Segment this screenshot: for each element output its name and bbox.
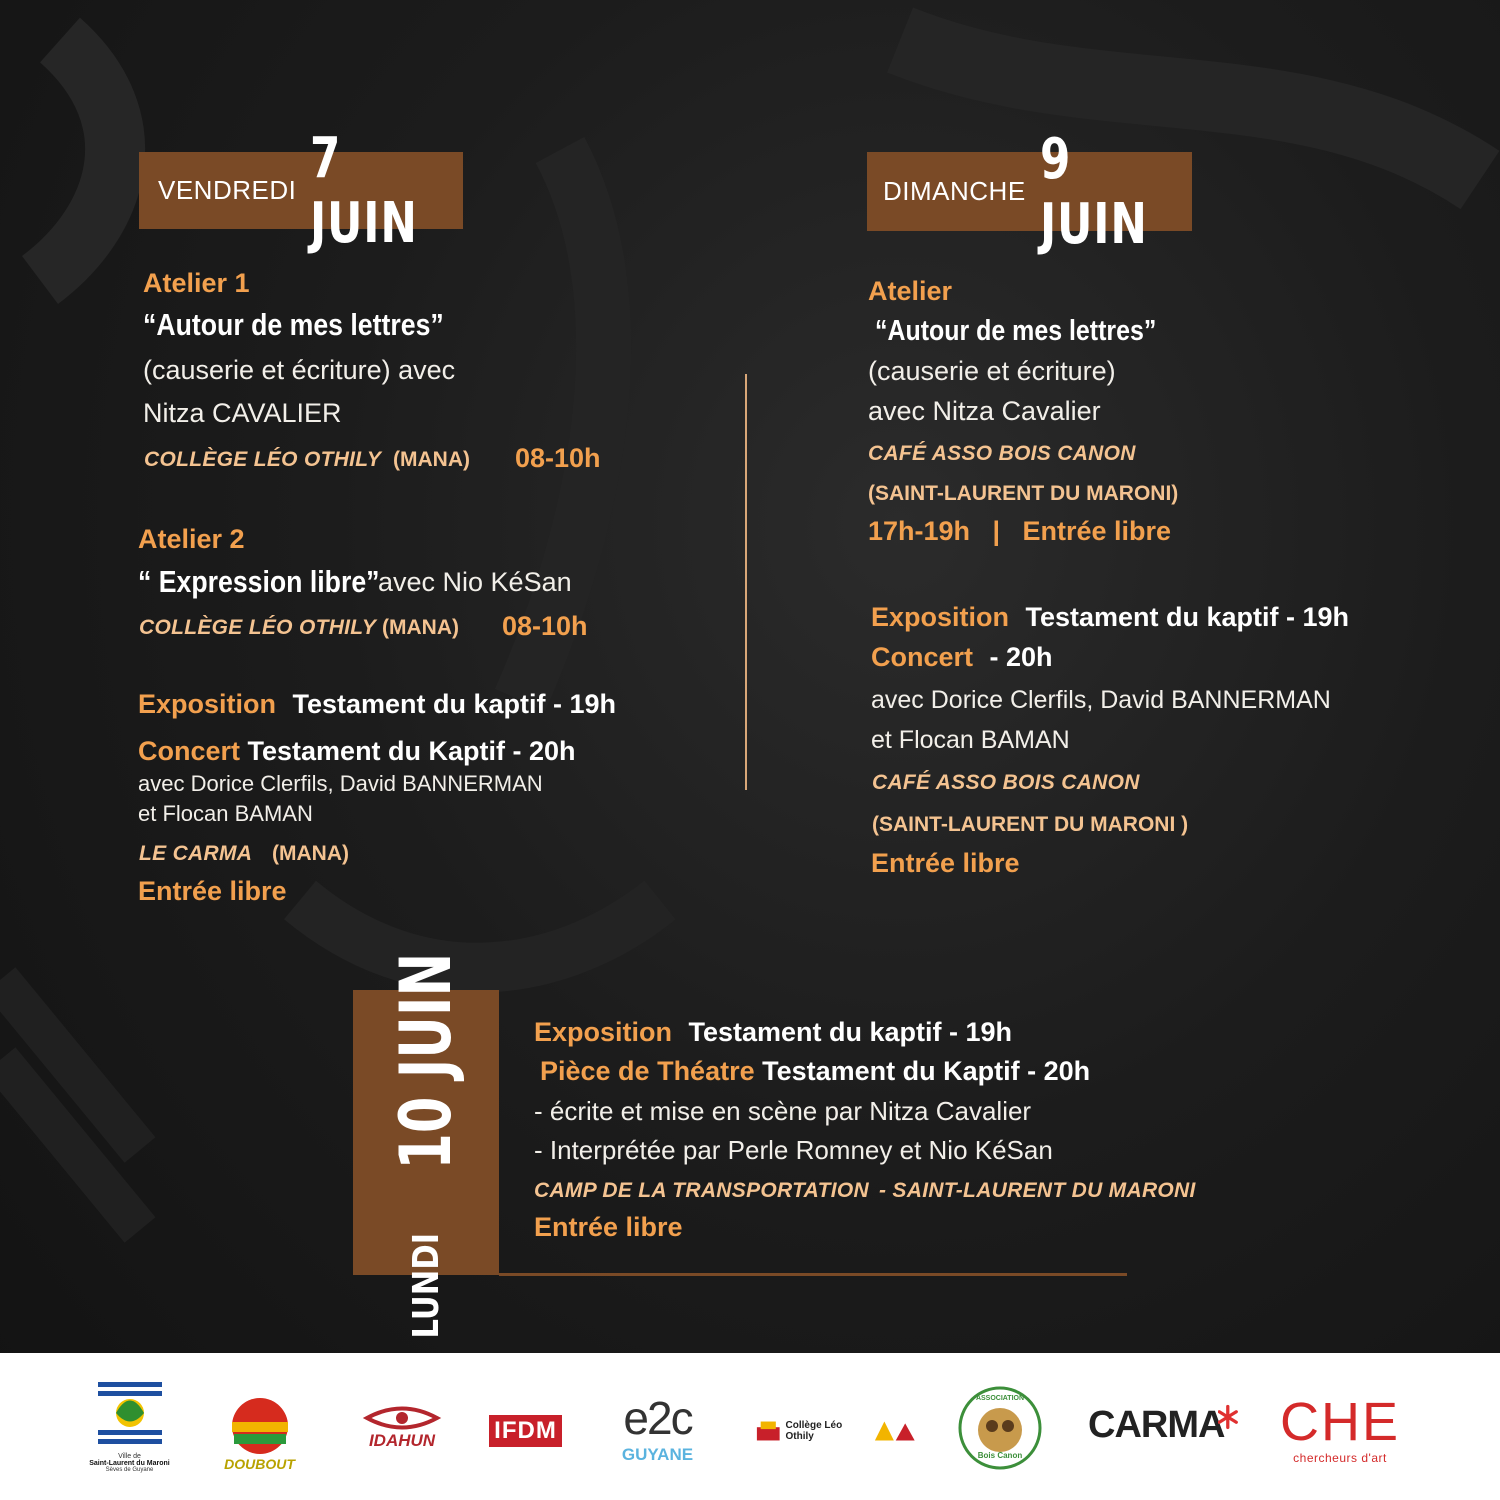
sunday-exposition (871, 602, 1349, 633)
friday-day: VENDREDI (158, 175, 297, 205)
friday-concert-label: Concert (138, 736, 241, 766)
doubout-sun-icon (230, 1396, 290, 1456)
atelier2-host: avec Nio KéSan (378, 567, 572, 597)
sunday-day: DIMANCHE (883, 176, 1026, 206)
atelier1-venue: COLLÈGE LÉO OTHILY (144, 448, 382, 471)
friday-date-box (139, 125, 463, 256)
atelier1-label: Atelier 1 (143, 268, 250, 298)
monday-date: 10 JUIN (385, 952, 467, 1170)
monday-theatre-label: Pièce de Théatre (540, 1056, 755, 1086)
college-logo (755, 1411, 920, 1451)
idahun-logo (352, 1398, 452, 1458)
monday-venue-row (534, 1179, 869, 1203)
atelier1-desc: (causerie et écriture) avec (143, 355, 456, 385)
atelier1-title: “Autour de mes lettres” (143, 307, 444, 342)
carma-name: CARMA (1088, 1403, 1225, 1446)
monday-day: LUNDI (405, 1232, 447, 1339)
sunday-atelier-label: Atelier (868, 276, 953, 306)
sunday-atelier-title-wrap (875, 315, 1202, 348)
sunday-atelier-sep: | (992, 516, 1001, 546)
sunday-atelier-venue-row (868, 442, 1136, 466)
friday-concert-venue-row (139, 842, 252, 866)
idahun-eye-icon (362, 1405, 442, 1431)
sunday-entry: Entrée libre (871, 848, 1020, 878)
idahun-name: IDAHUN (368, 1431, 436, 1450)
atelier2-venue-row (139, 616, 376, 640)
boiscanon-logo (958, 1386, 1042, 1470)
slm-line2: Saint-Laurent du Maroni (89, 1460, 170, 1467)
atelier2-place: (MANA) (382, 616, 459, 639)
sunday-exposition-text: Testament du kaptif - 19h (1025, 602, 1350, 632)
slm-line1: Ville de (118, 1453, 141, 1460)
slm-line3: Sèves de Guyane (105, 1467, 154, 1473)
che-logo (1280, 1381, 1400, 1476)
sunday-concert-venue-row (872, 771, 1140, 795)
atelier1-venue-row (144, 448, 381, 472)
atelier2-venue: COLLÈGE LÉO OTHILY (139, 616, 377, 639)
monday-date-box (353, 952, 499, 1339)
atelier1-title-wrap (143, 307, 493, 343)
sunday-atelier-time: 17h-19h (868, 516, 971, 546)
friday-concert-artists1: avec Dorice Clerfils, David BANNERMAN (138, 771, 543, 796)
atelier1-time: 08-10h (515, 443, 601, 473)
friday-concert (138, 736, 576, 767)
friday-concert-text: Testament du Kaptif - 20h (240, 736, 576, 766)
friday-exposition (138, 689, 616, 720)
atelier2-time: 08-10h (502, 611, 588, 641)
sunday-atelier-place: (SAINT-LAURENT DU MARONI) (868, 482, 1179, 505)
atelier2-title: “ Expression libre” (138, 564, 380, 599)
monday-theatre (540, 1056, 1090, 1087)
monday-line2: - Interprétée par Perle Romney et Nio KéSan (534, 1135, 1053, 1165)
atelier2-label: Atelier 2 (138, 524, 245, 554)
e2c-logo (610, 1375, 705, 1480)
monday-place-row (879, 1179, 1196, 1203)
e2c-main: e2c (623, 1391, 692, 1444)
sunday-concert-text: - 20h (989, 642, 1053, 672)
monday-entry: Entrée libre (534, 1212, 683, 1242)
monday-venue: CAMP DE LA TRANSPORTATION (534, 1179, 869, 1202)
sunday-atelier-title: “Autour de mes lettres” (875, 315, 1157, 347)
atelier1-host: Nitza CAVALIER (143, 398, 342, 428)
sunday-atelier-host: avec Nitza Cavalier (868, 396, 1101, 426)
sunday-atelier-time-row (868, 516, 1171, 547)
sunday-concert-venue: CAFÉ ASSO BOIS CANON (872, 771, 1140, 794)
monday-place: - SAINT-LAURENT DU MARONI (879, 1179, 1196, 1202)
boiscanon-bottom: Bois Canon (977, 1451, 1023, 1460)
e2c-sub: GUYANE (621, 1444, 694, 1464)
monday-line1: - écrite et mise en scène par Nitza Cavalier (534, 1096, 1032, 1126)
monday-exposition (534, 1017, 1012, 1048)
ifdm-name: IFDM (489, 1415, 562, 1447)
atelier2-title-row (138, 564, 419, 600)
slm-crest-icon (90, 1378, 170, 1450)
atelier1-place: (MANA) (393, 448, 470, 471)
ifdm-logo (488, 1408, 563, 1453)
sunday-concert-label: Concert (871, 642, 974, 672)
doubout-logo (222, 1381, 297, 1486)
slm-logo (82, 1368, 177, 1483)
friday-atelier1 (143, 268, 250, 299)
sunday-atelier-desc: (causerie et écriture) (868, 356, 1116, 386)
college-crest-icon (755, 1419, 782, 1443)
carma-logo (1088, 1395, 1238, 1455)
sunday-atelier-venue: CAFÉ ASSO BOIS CANON (868, 442, 1136, 465)
carma-star-icon (1218, 1397, 1238, 1437)
sunday-date: 9 JUIN (1039, 126, 1148, 257)
sunday-exposition-label: Exposition (871, 602, 1010, 632)
che-sub: chercheurs d'art (1293, 1450, 1387, 1465)
column-divider (745, 374, 747, 790)
monday-exposition-label: Exposition (534, 1017, 673, 1047)
friday-concert-artists2: et Flocan BAMAN (138, 801, 313, 826)
doubout-name: DOUBOUT (224, 1455, 295, 1472)
monday-theatre-text: Testament du Kaptif - 20h (754, 1056, 1091, 1086)
sunday-date-box (867, 126, 1192, 257)
sunday-concert-place: (SAINT-LAURENT DU MARONI ) (872, 813, 1189, 836)
friday-exposition-text: Testament du kaptif - 19h (292, 689, 617, 719)
sunday-concert (871, 642, 1053, 673)
sunday-concert-artists1: avec Dorice Clerfils, David BANNERMAN (871, 686, 1331, 714)
friday-concert-place: (MANA) (272, 842, 349, 865)
college-name: Collège Léo Othily (785, 1420, 843, 1442)
college-art-icon (873, 1419, 920, 1443)
sunday-atelier-entry: Entrée libre (1022, 516, 1172, 546)
che-main: CHE (1280, 1391, 1401, 1452)
friday-entry: Entrée libre (138, 876, 287, 906)
friday-concert-venue: LE CARMA (139, 842, 253, 865)
friday-exposition-label: Exposition (138, 689, 277, 719)
sunday-concert-artists2: et Flocan BAMAN (871, 726, 1070, 754)
monday-exposition-text: Testament du kaptif - 19h (688, 1017, 1013, 1047)
sponsors-band (0, 1353, 1500, 1500)
boiscanon-top: ASSOCIATION (975, 1395, 1025, 1402)
monday-underline (499, 1273, 1127, 1276)
friday-date: 7 JUIN (310, 125, 419, 256)
